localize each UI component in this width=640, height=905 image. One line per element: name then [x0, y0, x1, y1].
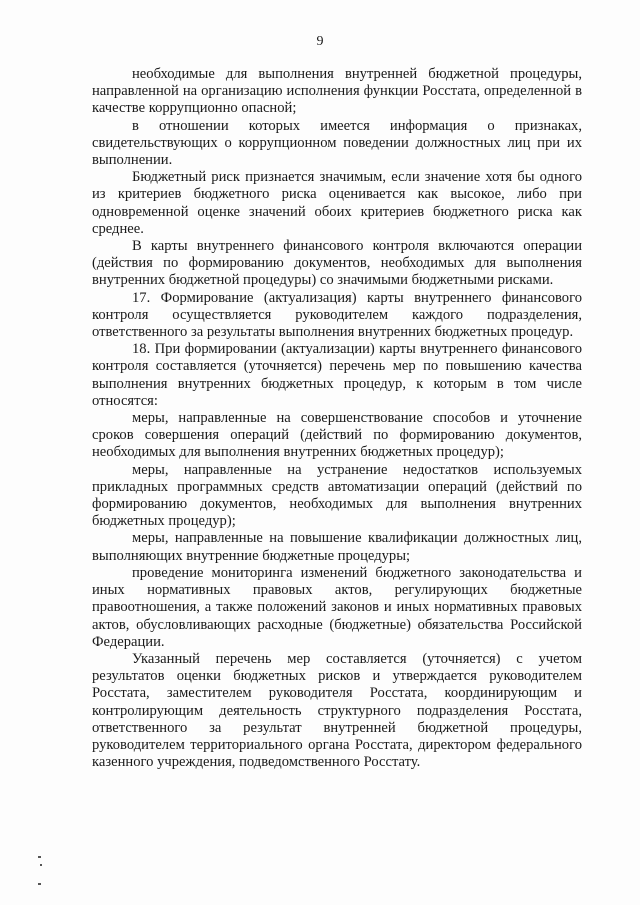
paragraph: меры, направленные на повышение квалификации должностных лиц, выполняющих внутренние бюджетные процедуры;: [92, 530, 582, 564]
paragraph: 18. При формировании (актуализации) карты внутреннего финансового контроля составляется (уточняется) перечень мер по повышению качества выполнения внутренних бюджетных процедур, к которым в том числе относятся:: [92, 341, 582, 409]
paragraph: Указанный перечень мер составляется (уточняется) с учетом результатов оценки бюджетных рисков и утверждается руководителем Росстата, заместителем руководителя Росстата, координирующим и контролирующим деятельность структурного подразделения Росстата, ответственного за результат внутренней бюджетной процедуры, руководителем территориального органа Росстата, директором федерального казенного учреждения, подведомственного Росстату.: [92, 650, 582, 771]
scan-speck: [38, 856, 41, 858]
paragraph: проведение мониторинга изменений бюджетного законодательства и иных нормативных правовых актов, регулирующих бюджетные правоотношения, а также положений законов и иных нормативных правовых актов, обусловливающих расходные (бюджетные) обязательства Российской Федерации.: [92, 564, 582, 650]
paragraph: В карты внутреннего финансового контроля включаются операции (действия по формированию документов, необходимых для выполнения внутренних бюджетной процедуры) со значимыми бюджетными рисками.: [92, 238, 582, 289]
paragraph: в отношении которых имеется информация о признаках, свидетельствующих о коррупционном поведении должностных лиц при их выполнении.: [92, 117, 582, 169]
paragraph: меры, направленные на устранение недостатков используемых прикладных программных средств автоматизации операций (действий по формированию документов, необходимых для выполнения внутренних бюджетных процедур);: [92, 461, 582, 530]
paragraph: 17. Формирование (актуализация) карты внутреннего финансового контроля осуществляется руководителем каждого подразделения, ответственного за результаты выполнения внутренних бюджетных процедур.: [92, 289, 582, 341]
paragraph: меры, направленные на совершенствование способов и уточнение сроков совершения операций (действий по формированию документов, необходимых для выполнения внутренних бюджетных процедур);: [92, 410, 582, 461]
paragraph: Бюджетный риск признается значимым, если значение хотя бы одного из критериев бюджетного риска оценивается как высокое, либо при одновременной оценке значений обоих критериев бюджетного риска как среднее.: [92, 169, 582, 237]
document-body: [92, 66, 582, 771]
page-number: 9: [316, 34, 324, 49]
scan-speck: [38, 883, 41, 885]
scan-speck: [40, 864, 42, 866]
paragraph: необходимые для выполнения внутренней бюджетной процедуры, направленной на организацию исполнения функции Росстата, определенной в качестве коррупционно опасной;: [92, 66, 582, 117]
